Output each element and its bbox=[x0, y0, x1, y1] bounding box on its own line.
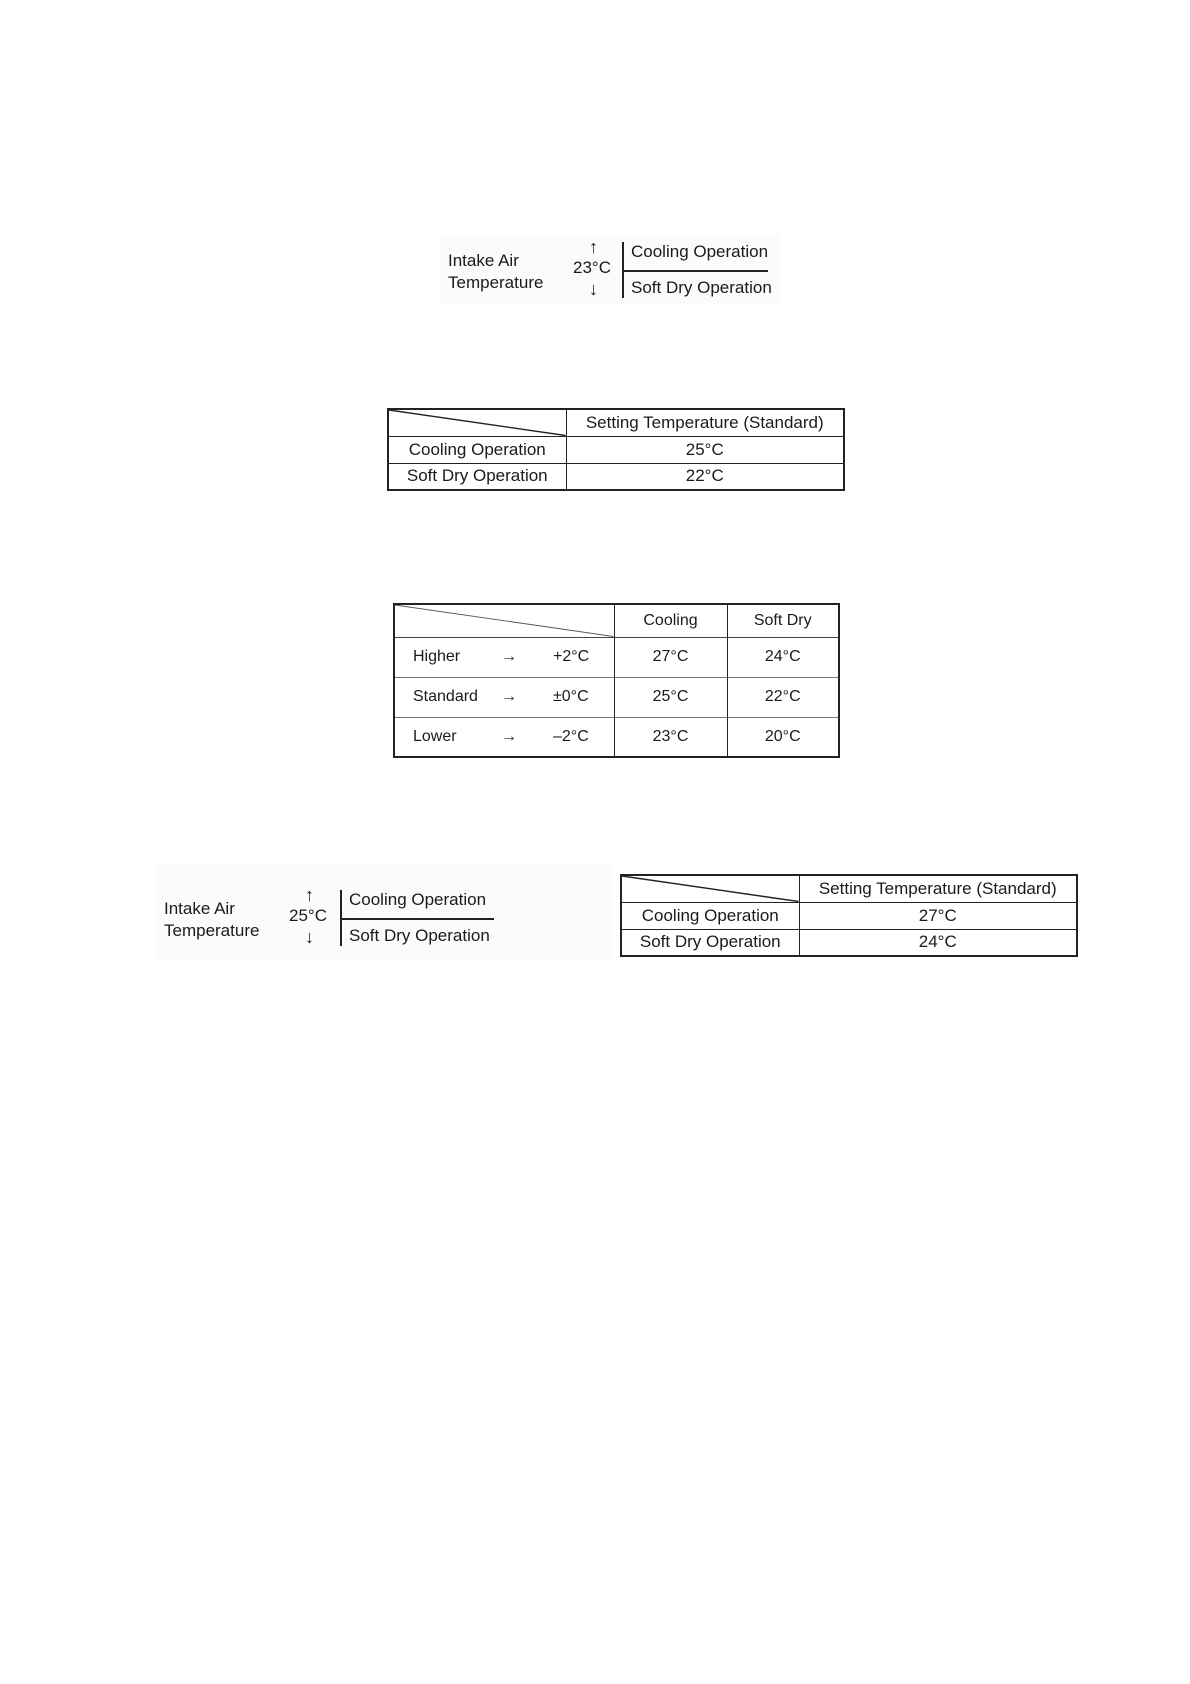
diagonal-header-cell bbox=[621, 875, 799, 902]
cooling-value: 27°C bbox=[614, 637, 727, 677]
intake-label-line1: Intake Air bbox=[164, 899, 235, 918]
intake-air-diagram-1 bbox=[440, 236, 780, 304]
level-offset: –2°C bbox=[553, 727, 589, 745]
up-arrow-icon: ↑ bbox=[589, 237, 598, 257]
level-label: Lower bbox=[413, 727, 457, 745]
right-arrow-icon: → bbox=[501, 648, 517, 665]
divider-horizontal bbox=[622, 270, 768, 272]
level-offset: ±0°C bbox=[553, 688, 589, 705]
row-value: 25°C bbox=[566, 436, 844, 463]
intake-label-line2: Temperature bbox=[448, 273, 544, 292]
row-label: Cooling Operation bbox=[621, 902, 799, 929]
soft-dry-value: 20°C bbox=[727, 717, 839, 757]
level-cell bbox=[394, 637, 614, 677]
upper-operation: Cooling Operation bbox=[631, 242, 769, 261]
header-cooling: Cooling bbox=[614, 604, 727, 637]
level-label: Standard bbox=[413, 688, 478, 705]
row-label: Soft Dry Operation bbox=[388, 463, 566, 490]
row-value: 22°C bbox=[566, 463, 844, 490]
header-soft-dry: Soft Dry bbox=[727, 604, 839, 637]
temperature-adjust-table bbox=[393, 603, 840, 758]
setting-temperature-table-2 bbox=[620, 874, 1078, 957]
cooling-value: 25°C bbox=[614, 677, 727, 717]
row-value: 27°C bbox=[799, 902, 1077, 929]
row-value: 24°C bbox=[799, 929, 1077, 956]
threshold-temperature: 25°C bbox=[289, 906, 327, 925]
level-label: Higher bbox=[413, 648, 461, 665]
intake-label-line2: Temperature bbox=[164, 921, 260, 940]
cooling-value: 23°C bbox=[614, 717, 727, 757]
setting-temperature-table-1 bbox=[387, 408, 845, 491]
threshold-temperature: 23°C bbox=[573, 258, 611, 277]
level-cell bbox=[394, 677, 614, 717]
diagonal-header-cell bbox=[394, 604, 614, 637]
level-cell bbox=[394, 717, 614, 757]
intake-air-diagram-2 bbox=[156, 864, 612, 960]
diagonal-header-cell bbox=[388, 409, 566, 436]
down-arrow-icon: ↓ bbox=[589, 279, 598, 299]
intake-label-line1: Intake Air bbox=[448, 251, 519, 270]
right-arrow-icon: → bbox=[501, 688, 517, 705]
right-arrow-icon: → bbox=[501, 727, 517, 745]
column-header: Setting Temperature (Standard) bbox=[799, 875, 1077, 902]
level-offset: +2°C bbox=[553, 648, 590, 665]
divider-horizontal bbox=[340, 918, 494, 920]
down-arrow-icon: ↓ bbox=[305, 927, 314, 947]
column-header: Setting Temperature (Standard) bbox=[566, 409, 844, 436]
lower-operation: Soft Dry Operation bbox=[631, 278, 772, 297]
up-arrow-icon: ↑ bbox=[305, 885, 314, 905]
soft-dry-value: 22°C bbox=[727, 677, 839, 717]
upper-operation: Cooling Operation bbox=[349, 890, 487, 909]
row-label: Cooling Operation bbox=[388, 436, 566, 463]
row-label: Soft Dry Operation bbox=[621, 929, 799, 956]
lower-operation: Soft Dry Operation bbox=[349, 926, 490, 945]
soft-dry-value: 24°C bbox=[727, 637, 839, 677]
